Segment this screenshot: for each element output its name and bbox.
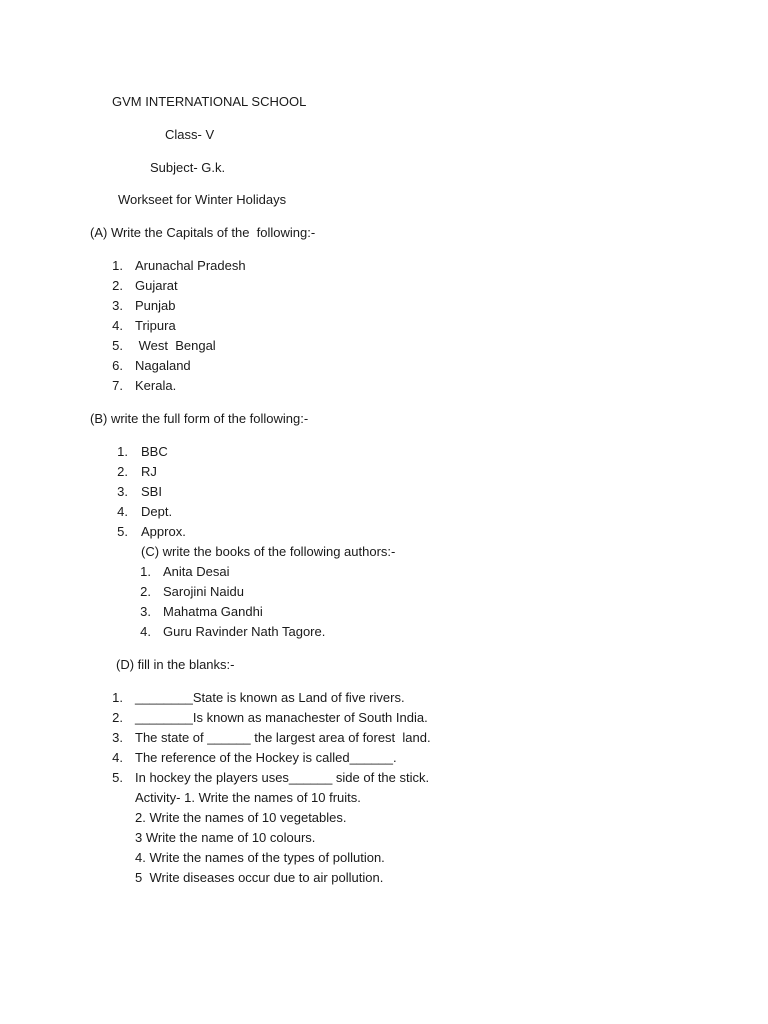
- list-text: Guru Ravinder Nath Tagore.: [163, 624, 326, 639]
- list-text: Anita Desai: [163, 564, 230, 579]
- list-text: Sarojini Naidu: [163, 584, 244, 599]
- list-number: 5.: [117, 524, 128, 539]
- list-text: Mahatma Gandhi: [163, 604, 263, 619]
- list-number: 4.: [112, 750, 123, 765]
- list-text: RJ: [141, 464, 157, 479]
- class-label: Class- V: [165, 127, 215, 142]
- list-number: 1.: [117, 444, 128, 459]
- section-c-heading: (C) write the books of the following authors:-: [141, 544, 396, 559]
- section-d-heading: (D) fill in the blanks:-: [116, 657, 235, 672]
- activity-line: 4. Write the names of the types of pollution.: [135, 850, 385, 865]
- activity-line: 2. Write the names of 10 vegetables.: [135, 810, 347, 825]
- list-text: Approx.: [141, 524, 186, 539]
- list-text: ________Is known as manachester of South India.: [135, 710, 428, 725]
- activity-line: Activity- 1. Write the names of 10 fruits.: [135, 790, 361, 805]
- list-text: Kerala.: [135, 378, 177, 393]
- list-number: 2.: [112, 278, 123, 293]
- list-number: 3.: [117, 484, 128, 499]
- list-number: 1.: [112, 258, 123, 273]
- list-number: 3.: [140, 604, 151, 619]
- list-text: The state of ______ the largest area of forest land.: [135, 730, 431, 745]
- list-number: 4.: [117, 504, 128, 519]
- list-text: Arunachal Pradesh: [135, 258, 246, 273]
- list-number: 5.: [112, 338, 123, 353]
- list-number: 1.: [112, 690, 123, 705]
- list-number: 2.: [140, 584, 151, 599]
- worksheet-title: Workseet for Winter Holidays: [118, 192, 287, 207]
- list-number: 5.: [112, 770, 123, 785]
- activity-line: 3 Write the name of 10 colours.: [135, 830, 316, 845]
- list-text: Tripura: [135, 318, 176, 333]
- list-text: ________State is known as Land of five rivers.: [135, 690, 405, 705]
- list-number: 2.: [117, 464, 128, 479]
- list-text: SBI: [141, 484, 162, 499]
- list-text: In hockey the players uses______ side of the stick.: [135, 770, 430, 785]
- list-text: Dept.: [141, 504, 173, 519]
- subject-label: Subject- G.k.: [150, 160, 226, 175]
- list-text: West Bengal: [135, 338, 216, 353]
- list-number: 2.: [112, 710, 123, 725]
- section-a-heading: (A) Write the Capitals of the following:-: [90, 225, 316, 240]
- list-number: 1.: [140, 564, 151, 579]
- list-number: 3.: [112, 298, 123, 313]
- list-text: Gujarat: [135, 278, 178, 293]
- list-number: 7.: [112, 378, 123, 393]
- school-name: GVM INTERNATIONAL SCHOOL: [112, 94, 307, 109]
- section-b-heading: (B) write the full form of the following:-: [90, 411, 309, 426]
- list-number: 4.: [140, 624, 151, 639]
- list-number: 3.: [112, 730, 123, 745]
- list-number: 6.: [112, 358, 123, 373]
- list-text: Nagaland: [135, 358, 191, 373]
- list-number: 4.: [112, 318, 123, 333]
- list-text: Punjab: [135, 298, 176, 313]
- activity-line: 5 Write diseases occur due to air pollution.: [135, 870, 384, 885]
- list-text: BBC: [141, 444, 168, 459]
- list-text: The reference of the Hockey is called______.: [135, 750, 397, 765]
